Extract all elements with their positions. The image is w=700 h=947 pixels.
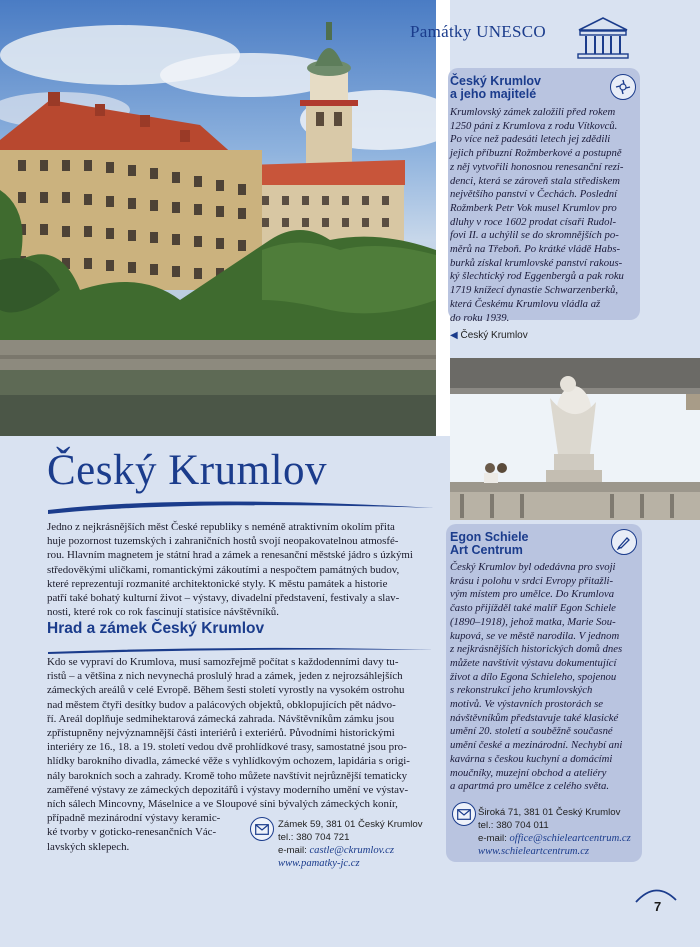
photo-caption-text: Český Krumlov xyxy=(460,330,528,341)
castle-email-link[interactable]: castle@ckrumlov.cz xyxy=(309,845,395,856)
castle-email-label: e-mail: xyxy=(278,845,310,856)
page-number: 7 xyxy=(654,899,662,914)
art-centre-web-link[interactable]: www.schieleartcentrum.cz xyxy=(478,846,590,857)
art-centre-email-link[interactable]: office@schieleartcentrum.cz xyxy=(509,833,631,844)
section-title: Památky UNESCO xyxy=(410,22,546,41)
art-centre-title-line1: Egon Schiele xyxy=(450,530,529,544)
pen-icon xyxy=(611,529,637,555)
castle-contact xyxy=(278,818,448,870)
art-centre-text: Český Krumlov byl odedávna pro svoji krásu i polohu v srdci Evropy přitažli- vým místem pro umělce. Do Krumlova často přijížděl také malíř Egon Schiele (1890–1918), jehož matka, Marie Sou- kupová, se ve městě narodila. V jednom z nejkrásnějších historických domů dnes můžete navštívit výstavu dokumentující život a dílo Egona Schieleho, spojenou s rekonstrukcí jeho krumlovských motivů. Ve výstavních prostorách se návštěvníkům představuje také klasické umění 20. století a souběžně současné umění české a mezinárodní. Nechybí ani kavárna s českou kuchyní a domácími moučníky, muzejní obchod a ateliéry a apartmá pro umělce z celého světa. xyxy=(450,561,623,793)
castle-photo xyxy=(0,0,436,436)
section-subtitle: Hrad a zámek Český Krumlov xyxy=(47,620,265,637)
rose-icon xyxy=(610,74,636,100)
castle-illustration xyxy=(0,0,436,436)
envelope-icon xyxy=(452,802,476,826)
art-centre-contact xyxy=(478,806,640,858)
article-body: Kdo se vypraví do Krumlova, musí samozřejmě počítat s každodenními davy tu- ristů – a většina z nich nevynechá proslulý hrad a zámek, jeden z nejrozsáhlejších zámeckých areálů v celé Evropě. Během šesti století vyrostly na vysokém ostrohu nad městem čtyři desítky budov a palácových objektů, obklopujících pět nádvo- ří. Areál doplňuje sedmihektarová zámecká zahrada. Návštěvníkům zámku jsou zpřístupněny nejvýznamnější části interiérů i exteriérů. Původními historickými interiéry ze 16., 18. a 19. století vedou dvě prohlídkové trasy, samostatné jsou pro- hlídky barokního divadla, zámecké věže s vyhlídkovým ochozem, lapidária s origi- nály barokních soch a zahrady. Kromě toho můžete navštívit nejrůznější tematicky zaměřené výstavy ze zámeckých depozitářů i výstavy moderního umění ve výstav- ních sálech Mincovny, Máselnice a ve Sloupové síni bývalých zámeckých konír, případně mezinárodní výstavy keramic- ké tvorby v goticko-renesančních Vác- lavských sklepech. xyxy=(47,656,410,853)
subtitle-swoosh xyxy=(46,640,436,650)
castle-phone: tel.: 380 704 721 xyxy=(278,832,350,843)
art-centre-title-line2: Art Centrum xyxy=(450,543,523,557)
history-box-text: Krumlovský zámek založili před rokem 1250 páni z Krumlova z rodu Vítkovců. Po více než padesáti letech jej zdědili jejich příbuzní Rožmberkové a postupně z něj vytvořili honosnou renesanční rezi- denci, která se zároveň stala střediskem největšího panství v Čechách. Poslední Rožmberk Petr Vok musel Krumlov pro dluhy v roce 1602 prodat císaři Rudol- fovi II. a uchýlil se do skromnějších po- měrů na Třeboň. Po krátké vládě Habs- burků získal krumlovské panství rakous- ký šlechtický rod Eggenbergů a pak roku 1719 knížecí dynastie Schwarzenberků, která Českému Krumlovu vládla až do roku 1939. xyxy=(450,106,624,324)
envelope-icon xyxy=(250,817,274,841)
art-centre-address: Široká 71, 381 01 Český Krumlov xyxy=(478,807,621,818)
art-centre-phone: tel.: 380 704 011 xyxy=(478,820,549,831)
history-box-title-line2: a jeho majitelé xyxy=(450,87,537,101)
art-centre-title xyxy=(450,531,529,557)
caption-arrow-icon: ◀ xyxy=(450,330,458,341)
statue-photo xyxy=(450,358,700,520)
photo-caption xyxy=(450,330,528,341)
article-title: Český Krumlov xyxy=(47,447,328,494)
history-box-title xyxy=(450,75,541,101)
history-box-title-line1: Český Krumlov xyxy=(450,74,542,88)
article-intro: Jedno z nejkrásnějších měst České republiky s neméně atraktivním okolím přita huje pozornost tuzemských i zahraničních hostů svojí neopakovatelnou atmosfé- rou. Hlavním magnetem je státní hrad a zámek a renesanční městské jádro s úzkými středověkými uličkami, romantickými zákoutími a nespočtem památných budov, které reprezentují rozmanité architektonické styly. K městu památek a historie patří také bohatý kulturní život – výstavy, divadelní představení, festivaly a slav- nosti, které rok co rok fascinují statisíce návštěvníků. xyxy=(47,521,413,619)
castle-web-link[interactable]: www.pamatky-jc.cz xyxy=(278,858,360,869)
colonnade-icon xyxy=(575,14,631,62)
title-swoosh xyxy=(46,492,436,516)
art-centre-email-label: e-mail: xyxy=(478,833,510,844)
castle-address: Zámek 59, 381 01 Český Krumlov xyxy=(278,819,423,830)
